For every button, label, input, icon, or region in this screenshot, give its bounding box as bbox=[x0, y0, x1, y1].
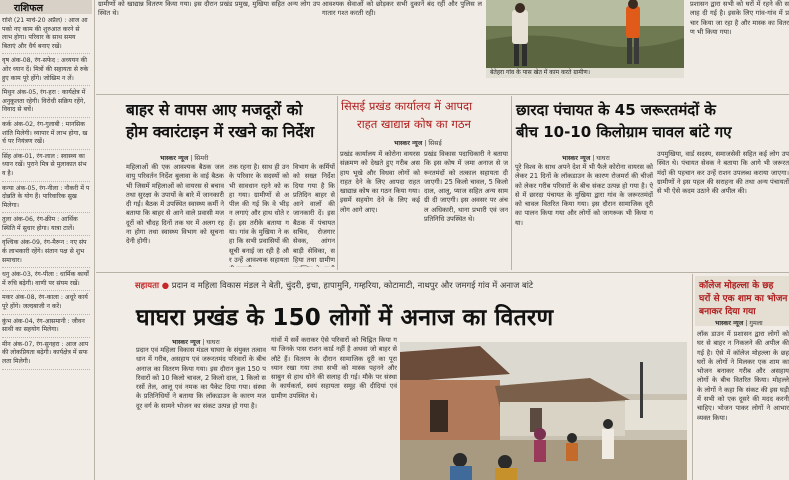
main-story-col1: प्रदान एवं महिला विकास मंडल घाघरा के संयुक्त तत्वावधान में गरीब, असहाय एवं जरूरतमंद परिवारों के बीच अनाज का वितरण किया गया। इस दौरान कुल 150 परिवारों को 10 किलो चावल, 2 किलो दाल, 1 किलो सरसों तेल, आलू एवं नमक का पैकेट दिया गया। संस्था के प्रतिनिधियों ने बताया कि लॉकडाउन के कारण मजदूर वर्ग के सामने भोजन का संकट उत्पन्न हो गया है। bbox=[136, 346, 266, 410]
top-strip-mid-text: आवश्यक सेवाओं को छोड़कर सभी दुकानें बंद रहीं और पुलिस लगातार गश्त करती रही। bbox=[322, 0, 482, 18]
rashifal-entry: तुला अंक-06, रंग-क्रीम : आर्थिक स्थिति में सुधार होगा। यात्रा टालें। bbox=[2, 216, 90, 236]
rashifal-entry: कर्क अंक-02, रंग-गुलाबी : मानसिक शांति मिलेगी। व्यापार में लाभ होगा, खर्च पर नियंत्रण रखें। bbox=[2, 121, 90, 150]
right-box-headline-line1: कॉलेज मोहल्ला के छह bbox=[699, 281, 774, 291]
rashifal-column bbox=[0, 0, 92, 480]
byline-place: सिमरी bbox=[194, 155, 209, 162]
rashifal-entry: मकर अंक-08, रंग-काला : अधूरे कार्य पूरे होंगे। जल्दबाजी न करें। bbox=[2, 294, 90, 314]
byline-relief-fund: भास्कर न्यूज | सिसई bbox=[394, 140, 442, 147]
relief-fund-col1: प्रखंड कार्यालय में कोरोना वायरस संक्रमण को देखते हुए गरीब असहाय भूखे और विधवा लोगों को राहत देने के लिए आपदा राहत खाद्यान्न कोष का गठन किया गया। इसमें सहयोग देने के लिए कई लोग आगे आए। bbox=[340, 150, 420, 214]
relief-fund-col2: प्रखंड विकास पदाधिकारी ने बताया कि इस कोष में जमा अनाज से जरूरतमंदों को तत्काल सहायता दी जाएगी। 25 किलो चावल, 5 किलो दाल, आलू, प्याज सहित अन्य सामग्री दी जाएगी। इस अवसर पर अंचल अधिकारी, थाना प्रभारी एवं जनप्रतिनिधि उपस्थित थे। bbox=[424, 150, 508, 224]
headline-rice-distribution-line2: बीच 10-10 किलोग्राम चावल बांटे गए bbox=[516, 123, 732, 141]
byline-migrant-story: भास्कर न्यूज | सिमरी bbox=[160, 155, 209, 162]
headline-migrant-quarantine-line2: होम क्वारंटाइन में रखने का निर्देश bbox=[126, 123, 315, 141]
headline-rice-distribution-line1: छारदा पंचायत के 45 जरूरतमंदों के bbox=[516, 101, 716, 119]
byline-place: घाघरा bbox=[596, 155, 610, 162]
rashifal-entry: मीन अंक-07, रंग-सुनहरा : आज आपकी लोकप्रियता बढ़ेगी। कार्यक्षेत्र में सफलता मिलेगी। bbox=[2, 341, 90, 370]
right-box-body: लॉक डाउन में प्रशासन द्वारा लोगों को घर से बाहर न निकलने की अपील की गई है। ऐसे में कॉलेज मोहल्ला के छह घरों के लोगों ने मिलकर एक शाम का भोजन बनाकर गरीब और असहाय लोगों के बीच वितरित किया। मोहल्ले के लोगों ने कहा कि संकट की इस घड़ी में सभी को एक दूसरे की मदद करनी चाहिए। भोजन पाकर लोगों ने आभार व्यक्त किया। bbox=[697, 330, 789, 422]
byline-source: भास्कर न्यूज bbox=[715, 320, 744, 327]
column-rule bbox=[337, 96, 338, 270]
migrant-story-col1: महिलाओं की एक आवश्यक बैठक जलवायु परिवर्तन निर्देश बुलावा के वाई बैठक भी जिसमें महिलाओं को वायरस से बचाव तथा सुरक्षा के उपायों के बारे में जानकारी दी गई। बैठक में उपस्थित स्वास्थ्य कर्मी ने बताया कि बाहर से आने वाले प्रवासी मजदूरों को चौदह दिनों तक घर में अलग रहना होगा तथा स्वास्थ्य विभाग को सूचना देनी होगी। bbox=[126, 163, 224, 246]
byline-place: गुमला bbox=[749, 320, 763, 327]
main-story-kicker bbox=[135, 280, 533, 291]
photo-caption: बेतेहरा गांव के पास खेत में काम करते ग्रामीण। bbox=[486, 68, 684, 78]
right-box-headline-line3: बनाकर दिया गया bbox=[699, 307, 756, 317]
top-right-column-text: प्रशासन द्वारा सभी को घरों में रहने की सलाह दी गई है। इसके लिए गांव-गांव में प्रचार किया जा रहा है और मास्क का वितरण भी किया गया। bbox=[690, 0, 789, 36]
rashifal-header bbox=[0, 0, 92, 14]
top-strip-left-text: ग्रामीणों को खाद्यान्न वितरण किया गया। इस दौरान प्रखंड प्रमुख, मुखिया सहित अन्य लोग उपस्थित थे। bbox=[98, 0, 320, 18]
field-photo bbox=[486, 0, 684, 78]
byline-source: भास्कर न्यूज bbox=[172, 339, 201, 346]
section-rule bbox=[96, 272, 789, 273]
kicker-label: सहायता bbox=[135, 280, 160, 290]
headline-migrant-quarantine-line1: बाहर से वापस आए मजदूरों को bbox=[126, 101, 303, 119]
kicker-separator: ● bbox=[161, 280, 170, 290]
rashifal-entry: सिंह अंक-01, रंग-लाल : स्वास्थ्य का ध्यान रखें। पुराने मित्र से मुलाकात संभव है। bbox=[2, 153, 90, 182]
right-box-headline-line2: घरों से एक शाम का भोजन bbox=[699, 294, 788, 304]
kicker-text: प्रदान व महिला विकास मंडल ने बेती, चुंदरी, इचा, हापामुनि, गम्हरिया, कोटामाटी, नाथपुर और जमगई गांव में अनाज बांटे bbox=[171, 280, 534, 290]
byline-place: घाघरा bbox=[206, 339, 220, 346]
byline-right-box: भास्कर न्यूज | गुमला bbox=[715, 320, 763, 327]
rice-story-col1: पूरे विश्व के साथ अपने देश में भी फैले कोरोना वायरस को लेकर 21 दिनों के लॉकडाउन के कारण रोजमर्रा की चीजों को लेकर गरीब परिवारों के बीच संकट उत्पन्न हो गया है। ऐसे में छारदा पंचायत के मुखिया द्वारा गांव के जरूरतमंदों को चावल वितरित किया गया। इस दौरान सामाजिक दूरी का पालन किया गया और लोगों को जागरूक भी किया गया। bbox=[515, 163, 653, 227]
headline-relief-fund-line2: राहत खाद्यान्न कोष का गठन bbox=[357, 117, 471, 131]
rashifal-entry: धनु अंक-03, रंग-पीला : धार्मिक कार्यों में रुचि बढ़ेगी। वाणी पर संयम रखें। bbox=[2, 271, 90, 291]
rashifal-list bbox=[2, 17, 90, 480]
rashifal-entry: कुंभ अंक-04, रंग-आसमानी : जीवनसाथी का सहयोग मिलेगा। bbox=[2, 318, 90, 338]
rashifal-entry: कन्या अंक-05, रंग-नीला : नौकरी में पदोन्नति के योग हैं। पारिवारिक सुख मिलेगा। bbox=[2, 185, 90, 214]
main-headline: घाघरा प्रखंड के 150 लोगों में अनाज का वितरण bbox=[136, 305, 554, 331]
column-rule bbox=[94, 0, 95, 480]
rashifal-entry: मिथुन अंक-05, रंग-हरा : कार्यक्षेत्र में अनुकूलता रहेगी। विरोधी सक्रिय रहेंगे, विवाद से बचें। bbox=[2, 89, 90, 118]
byline-source: भास्कर न्यूज bbox=[160, 155, 189, 162]
byline-rice-distribution: भास्कर न्यूज | घाघरा bbox=[562, 155, 610, 162]
village-photo-image bbox=[400, 342, 687, 480]
field-photo-image bbox=[486, 0, 684, 78]
rashifal-entry: वृश्चिक अंक-09, रंग-मैरून : नए संपर्क लाभकारी रहेंगे। संतान पक्ष से शुभ समाचार। bbox=[2, 239, 90, 268]
byline-source: भास्कर न्यूज bbox=[562, 155, 591, 162]
rashifal-title: राशिफल bbox=[14, 3, 44, 14]
section-rule bbox=[96, 94, 789, 95]
byline-main-story: भास्कर न्यूज | घाघरा bbox=[172, 339, 220, 346]
column-rule bbox=[511, 96, 512, 270]
rice-story-col2: उपमुखिया, वार्ड सदस्य, समाजसेवी सहित कई लोग उपस्थित थे। पंचायत सेवक ने बताया कि आगे भी जरूरतमंदों की पहचान कर उन्हें राशन उपलब्ध कराया जाएगा। ग्रामीणों ने इस पहल की सराहना की तथा अन्य पंचायतों से भी ऐसे कदम उठाने की अपील की। bbox=[657, 150, 789, 196]
village-photo bbox=[400, 342, 687, 480]
main-story-col2: गांवों में सर्वे कराकर ऐसे परिवारों को चिह्नित किया गया जिनके पास राशन कार्ड नहीं है अथवा जो बाहर से लौटे हैं। वितरण के दौरान सामाजिक दूरी का पूरा ध्यान रखा गया तथा सभी को मास्क पहनने और साबुन से हाथ धोने की सलाह दी गई। मौके पर संस्था के कार्यकर्ता, स्वयं सहायता समूह की दीदियां एवं ग्रामीण उपस्थित थे। bbox=[271, 336, 397, 400]
rashifal-entry: राशि (21 मार्च-20 अप्रैल) : आज आपको नए काम की शुरुआत करने से लाभ होगा। परिवार के साथ समय बिताएं और धैर्य बनाए रखें। bbox=[2, 17, 90, 54]
headline-relief-fund-line1: सिसई प्रखंड कार्यालय में आपदा bbox=[341, 99, 473, 113]
byline-source: भास्कर न्यूज bbox=[394, 140, 423, 147]
migrant-story-col2: तक रहना है। साथ ही उनके परिवार के सदस्यों को भी सावधान रहने को कहा गया। ग्रामीणों से अपील की गई कि वे भीड़ न लगाएं और हाथ धोते रहें। इस तरीके बताया गया। गांव के मुखिया ने कहा कि सभी प्रवासियों की सूची बनाई जा रही है और उन्हें आवश्यक सहायता bbox=[229, 163, 289, 264]
rashifal-entry: वृष अंक-08, रंग-सफेद : अध्ययन की ओर ध्यान दें। मित्रों की सहायता से रुके हुए काम पूरे होंगे। जोखिम न लें। bbox=[2, 57, 90, 86]
migrant-story-col3: विभाग के कर्मियों को सख्त निर्देश दिया गया है कि प्रतिदिन बाहर से आने वालों की जानकारी दें। इस बैठक में पंचायत सचिव, रोजगार सेवक, आंगनबाड़ी सेविका, सहिया तथा ग्रामीण bbox=[293, 163, 335, 264]
column-rule bbox=[692, 274, 693, 480]
byline-place: सिसई bbox=[428, 140, 442, 147]
